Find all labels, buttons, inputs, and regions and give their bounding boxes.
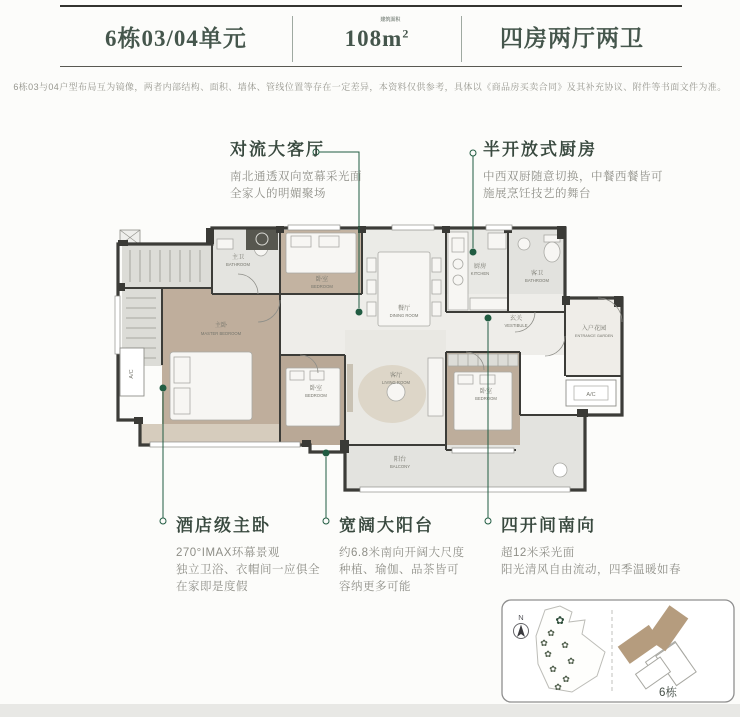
callout-living-title: 对流大客厅 [230, 140, 325, 159]
tree-icon: ✿ [547, 628, 555, 638]
label-master-bath-en: BATHROOM [226, 262, 250, 267]
tree-icon: ✿ [562, 674, 570, 684]
callout-living-line1: 南北通透双向宽幕采光面 [230, 171, 362, 183]
label-balcony-zh: 阳台 [393, 456, 407, 463]
layout-title: 四房两厅两卫 [500, 26, 644, 51]
ac-right-label: A/C [586, 392, 596, 398]
label-master-bath-zh: 主卫 [231, 254, 245, 261]
label-master-zh: 主卧 [214, 322, 228, 329]
leader-dot-south [485, 315, 492, 322]
callout-master-title: 酒店级主卧 [176, 516, 271, 535]
label-garden-zh: 入户花园 [581, 325, 607, 332]
callout-balcony [339, 511, 465, 596]
callout-kitchen-title: 半开放式厨房 [483, 140, 597, 159]
label-guest-bath-en: BATHROOM [525, 278, 549, 283]
callout-south-line2: 阳光清风自由流动，四季温暖如春 [501, 564, 681, 576]
label-master-en: MASTER BEDROOM [200, 331, 242, 336]
area-value: 108m [344, 26, 403, 51]
area-small-label: 建筑面积 [380, 17, 401, 23]
tree-icon: ✿ [555, 615, 565, 627]
tree-icon: ✿ [561, 640, 569, 650]
site-building-label: 6栋 [659, 687, 677, 699]
label-dining-en: DINING ROOM [389, 313, 419, 318]
tree-icon: ✿ [549, 664, 557, 674]
callout-kitchen-line2: 施展烹饪技艺的舞台 [483, 188, 591, 200]
master-bed [170, 352, 252, 420]
label-bedroom3-en: BEDROOM [305, 393, 327, 398]
label-vestibule-zh: 玄关 [509, 315, 523, 322]
callout-master-line2: 独立卫浴、衣帽间一应俱全 [176, 564, 320, 576]
tree-icon: ✿ [540, 638, 548, 648]
bedroom4-bed [454, 372, 512, 430]
bedroom2-bed [286, 233, 356, 273]
label-balcony-en: BALCONY [389, 464, 411, 469]
label-living-zh: 客厅 [389, 372, 403, 379]
tree-icon: ✿ [567, 656, 575, 666]
tree-icon: ✿ [554, 682, 562, 692]
callout-living [230, 135, 362, 203]
leader-dot-balcony [323, 450, 330, 457]
callout-balcony-line3: 容纳更多可能 [339, 581, 411, 593]
callout-south-line1: 超12米采光面 [501, 547, 575, 559]
tree-icon: ✿ [544, 649, 552, 659]
leader-ring-balcony [323, 518, 329, 524]
callout-balcony-title: 宽阔大阳台 [339, 516, 434, 535]
unit-title: 6栋03/04单元 [105, 26, 247, 51]
callout-master-line1: 270°IMAX环幕景观 [176, 547, 280, 559]
leader-dot-master [160, 385, 167, 392]
washer-icon [553, 463, 567, 477]
leader-ring-kitchen [470, 150, 476, 156]
leader-ring-master [160, 518, 166, 524]
callout-master-line3: 在家即是度假 [176, 581, 248, 593]
bottom-strip [0, 704, 740, 717]
label-bedroom4-zh: 卧室 [479, 388, 493, 395]
label-kitchen-en: KITCHEN [470, 271, 490, 276]
leader-dot-kitchen [470, 249, 477, 256]
label-bedroom4-en: BEDROOM [475, 396, 497, 401]
label-garden-en: ENTRANCE GARDEN [574, 334, 614, 338]
callout-balcony-line1: 约6.8米南向开阔大尺度 [339, 547, 465, 559]
callout-south [501, 511, 681, 579]
leader-ring-south [485, 518, 491, 524]
area-sup: 2 [402, 26, 410, 41]
label-vestibule-en: VESTIBULE [504, 323, 528, 328]
leader-dot-living [356, 309, 363, 316]
label-bedroom2-zh: 卧室 [315, 276, 329, 283]
svg-text:N: N [518, 613, 524, 622]
disclaimer-text: 6栋03与04户型布局互为镜像，两者内部结构、面积、墙体、管线位置等存在一定差异，本资料仅供参考，具体以《商品房买卖合同》及其补充协议、附件等书面文件为准。 [13, 82, 727, 92]
ac-left-label: A/C [129, 369, 135, 379]
label-bedroom3-zh: 卧室 [309, 385, 323, 392]
label-kitchen-zh: 厨房 [473, 263, 487, 270]
site-map [502, 600, 734, 702]
callout-kitchen-line1: 中西双厨随意切换，中餐西餐皆可 [483, 171, 663, 183]
callout-south-title: 四开间南向 [501, 516, 596, 535]
label-bedroom2-en: BEDROOM [311, 284, 333, 289]
label-dining-zh: 餐厅 [397, 305, 411, 312]
callout-master [176, 511, 320, 596]
callout-living-line2: 全家人的明媚聚场 [230, 188, 326, 200]
label-living-en: LIVING ROOM [382, 380, 410, 385]
callout-balcony-line2: 种植、瑜伽、品茶皆可 [339, 564, 459, 576]
label-guest-bath-zh: 客卫 [530, 270, 544, 277]
callout-kitchen [483, 135, 663, 203]
